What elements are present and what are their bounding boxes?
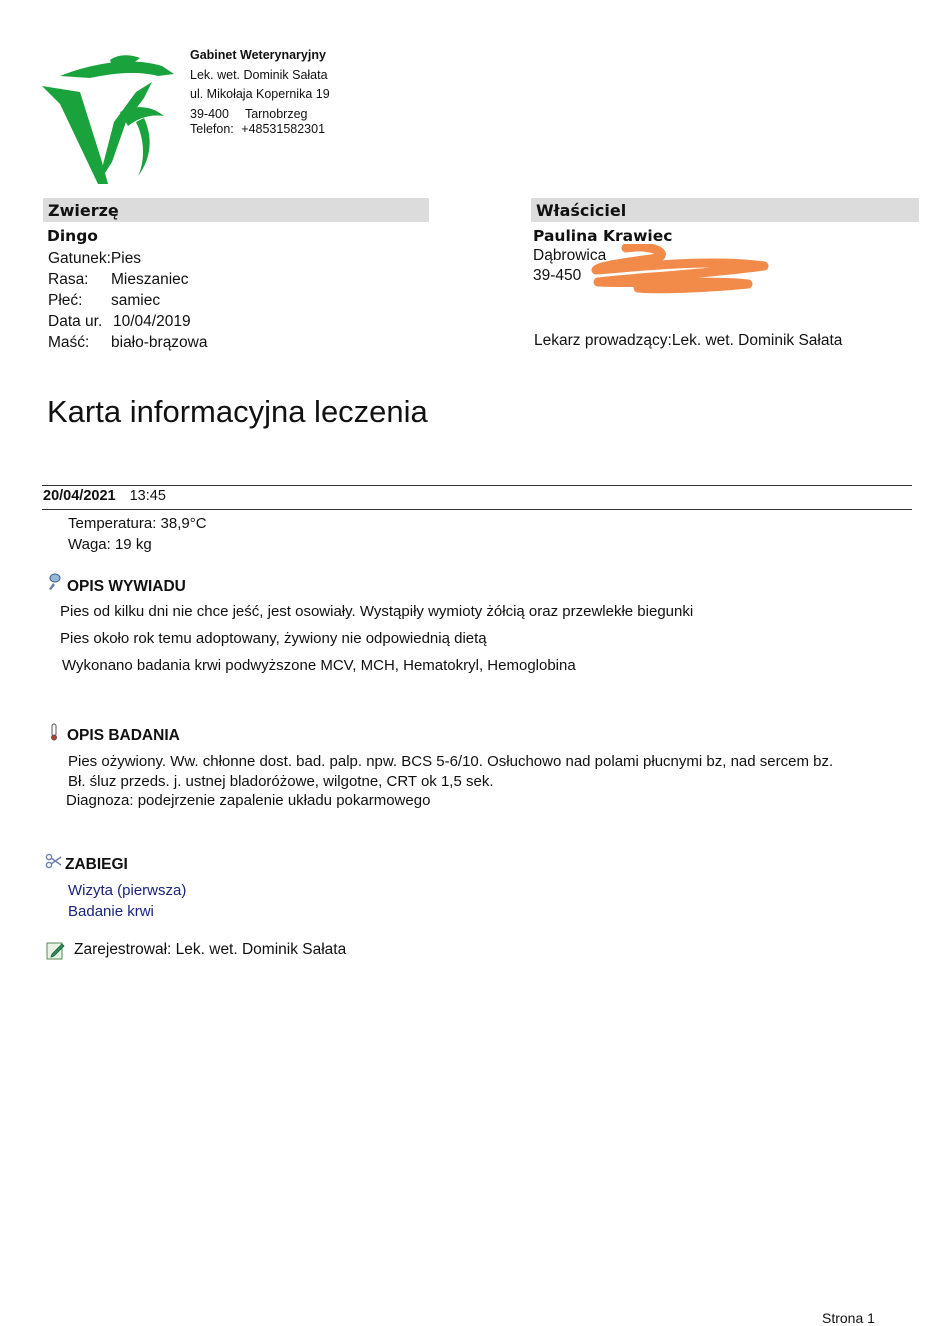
exam-line: Bł. śluz przeds. j. ustnej bladoróżowe, wilgotne, CRT ok 1,5 sek. [68,773,494,790]
breed-value: Mieszaniec [111,271,189,288]
exam-line: Pies ożywiony. Ww. chłonne dost. bad. palp. npw. BCS 5-6/10. Osłuchowo nad polami płucnymi bz, nad sercem bz. [68,753,834,770]
divider-top [42,485,912,486]
procedure-item: Wizyta (pierwsza) [68,882,187,899]
dob-value: 10/04/2019 [113,313,191,330]
history-line: Pies około rok temu adoptowany, żywiony nie odpowiednią dietą [60,630,487,647]
edit-note-icon [46,941,66,960]
vitals [68,513,207,555]
history-line: Wykonano badania krwi podwyższone MCV, MCH, Hematokryl, Hemoglobina [62,657,576,674]
clinic-phone-label: Telefon: [190,121,234,136]
visit-date: 20/04/2021 [43,488,116,504]
sex-value: samiec [111,292,161,309]
owner-address-line1: Dąbrowica [533,247,607,264]
species-value: Pies [110,250,142,267]
animal-name: Dingo [47,227,98,245]
clinic-name: Gabinet Weterynaryjny [190,48,326,62]
scissors-icon [45,853,63,869]
clinic-street: ul. Mikołaja Kopernika 19 [190,87,330,101]
visit-datetime [43,488,166,504]
owner-section-header: Właściciel [531,198,919,222]
clinic-postal: 39-400 [190,106,229,121]
procedures-list [68,880,186,922]
animal-details [48,248,208,353]
page-title: Karta informacyjna leczenia [47,394,428,429]
history-line: Pies od kilku dni nie chce jeść, jest osowiały. Wystąpiły wymioty żółcią oraz przewlekłe biegunki [60,603,694,620]
visit-time: 13:45 [129,488,166,504]
owner-address-line2: 39-450 [533,266,582,284]
clinic-doctor: Lek. wet. Dominik Sałata [190,67,328,82]
exam-description [68,752,833,792]
exam-header: OPIS BADANIA [67,727,180,744]
color-value: biało-brązowa [111,334,208,351]
temperature: Temperatura: 38,9°C [68,515,207,532]
owner-name: Paulina Krawiec [533,227,673,245]
interview-icon [47,573,61,591]
registered-by: Zarejestrował: Lek. wet. Dominik Sałata [74,941,347,958]
color-label: Maść: [48,334,90,351]
thermometer-icon [49,723,59,741]
history-header: OPIS WYWIADU [67,578,186,595]
dob-label: Data ur. [48,313,103,330]
page-number: Strona 1 [822,1310,875,1326]
animal-section-header: Zwierzę [43,198,429,222]
redaction-scribble [588,244,770,294]
clinic-info [190,46,330,137]
divider-bottom [42,509,912,510]
clinic-logo [40,52,180,184]
procedure-item: Badanie krwi [68,903,154,920]
clinic-phone: +48531582301 [241,121,326,136]
breed-label: Rasa: [48,271,89,288]
species-label: Gatunek: [48,250,111,267]
weight: Waga: 19 kg [68,536,152,553]
procedures-header: ZABIEGI [65,856,128,873]
attending-doctor: Lekarz prowadzący:Lek. wet. Dominik Sałata [534,332,843,349]
diagnosis: Diagnoza: podejrzenie zapalenie układu pokarmowego [66,792,431,809]
sex-label: Płeć: [48,292,83,309]
clinic-city: Tarnobrzeg [244,106,308,121]
